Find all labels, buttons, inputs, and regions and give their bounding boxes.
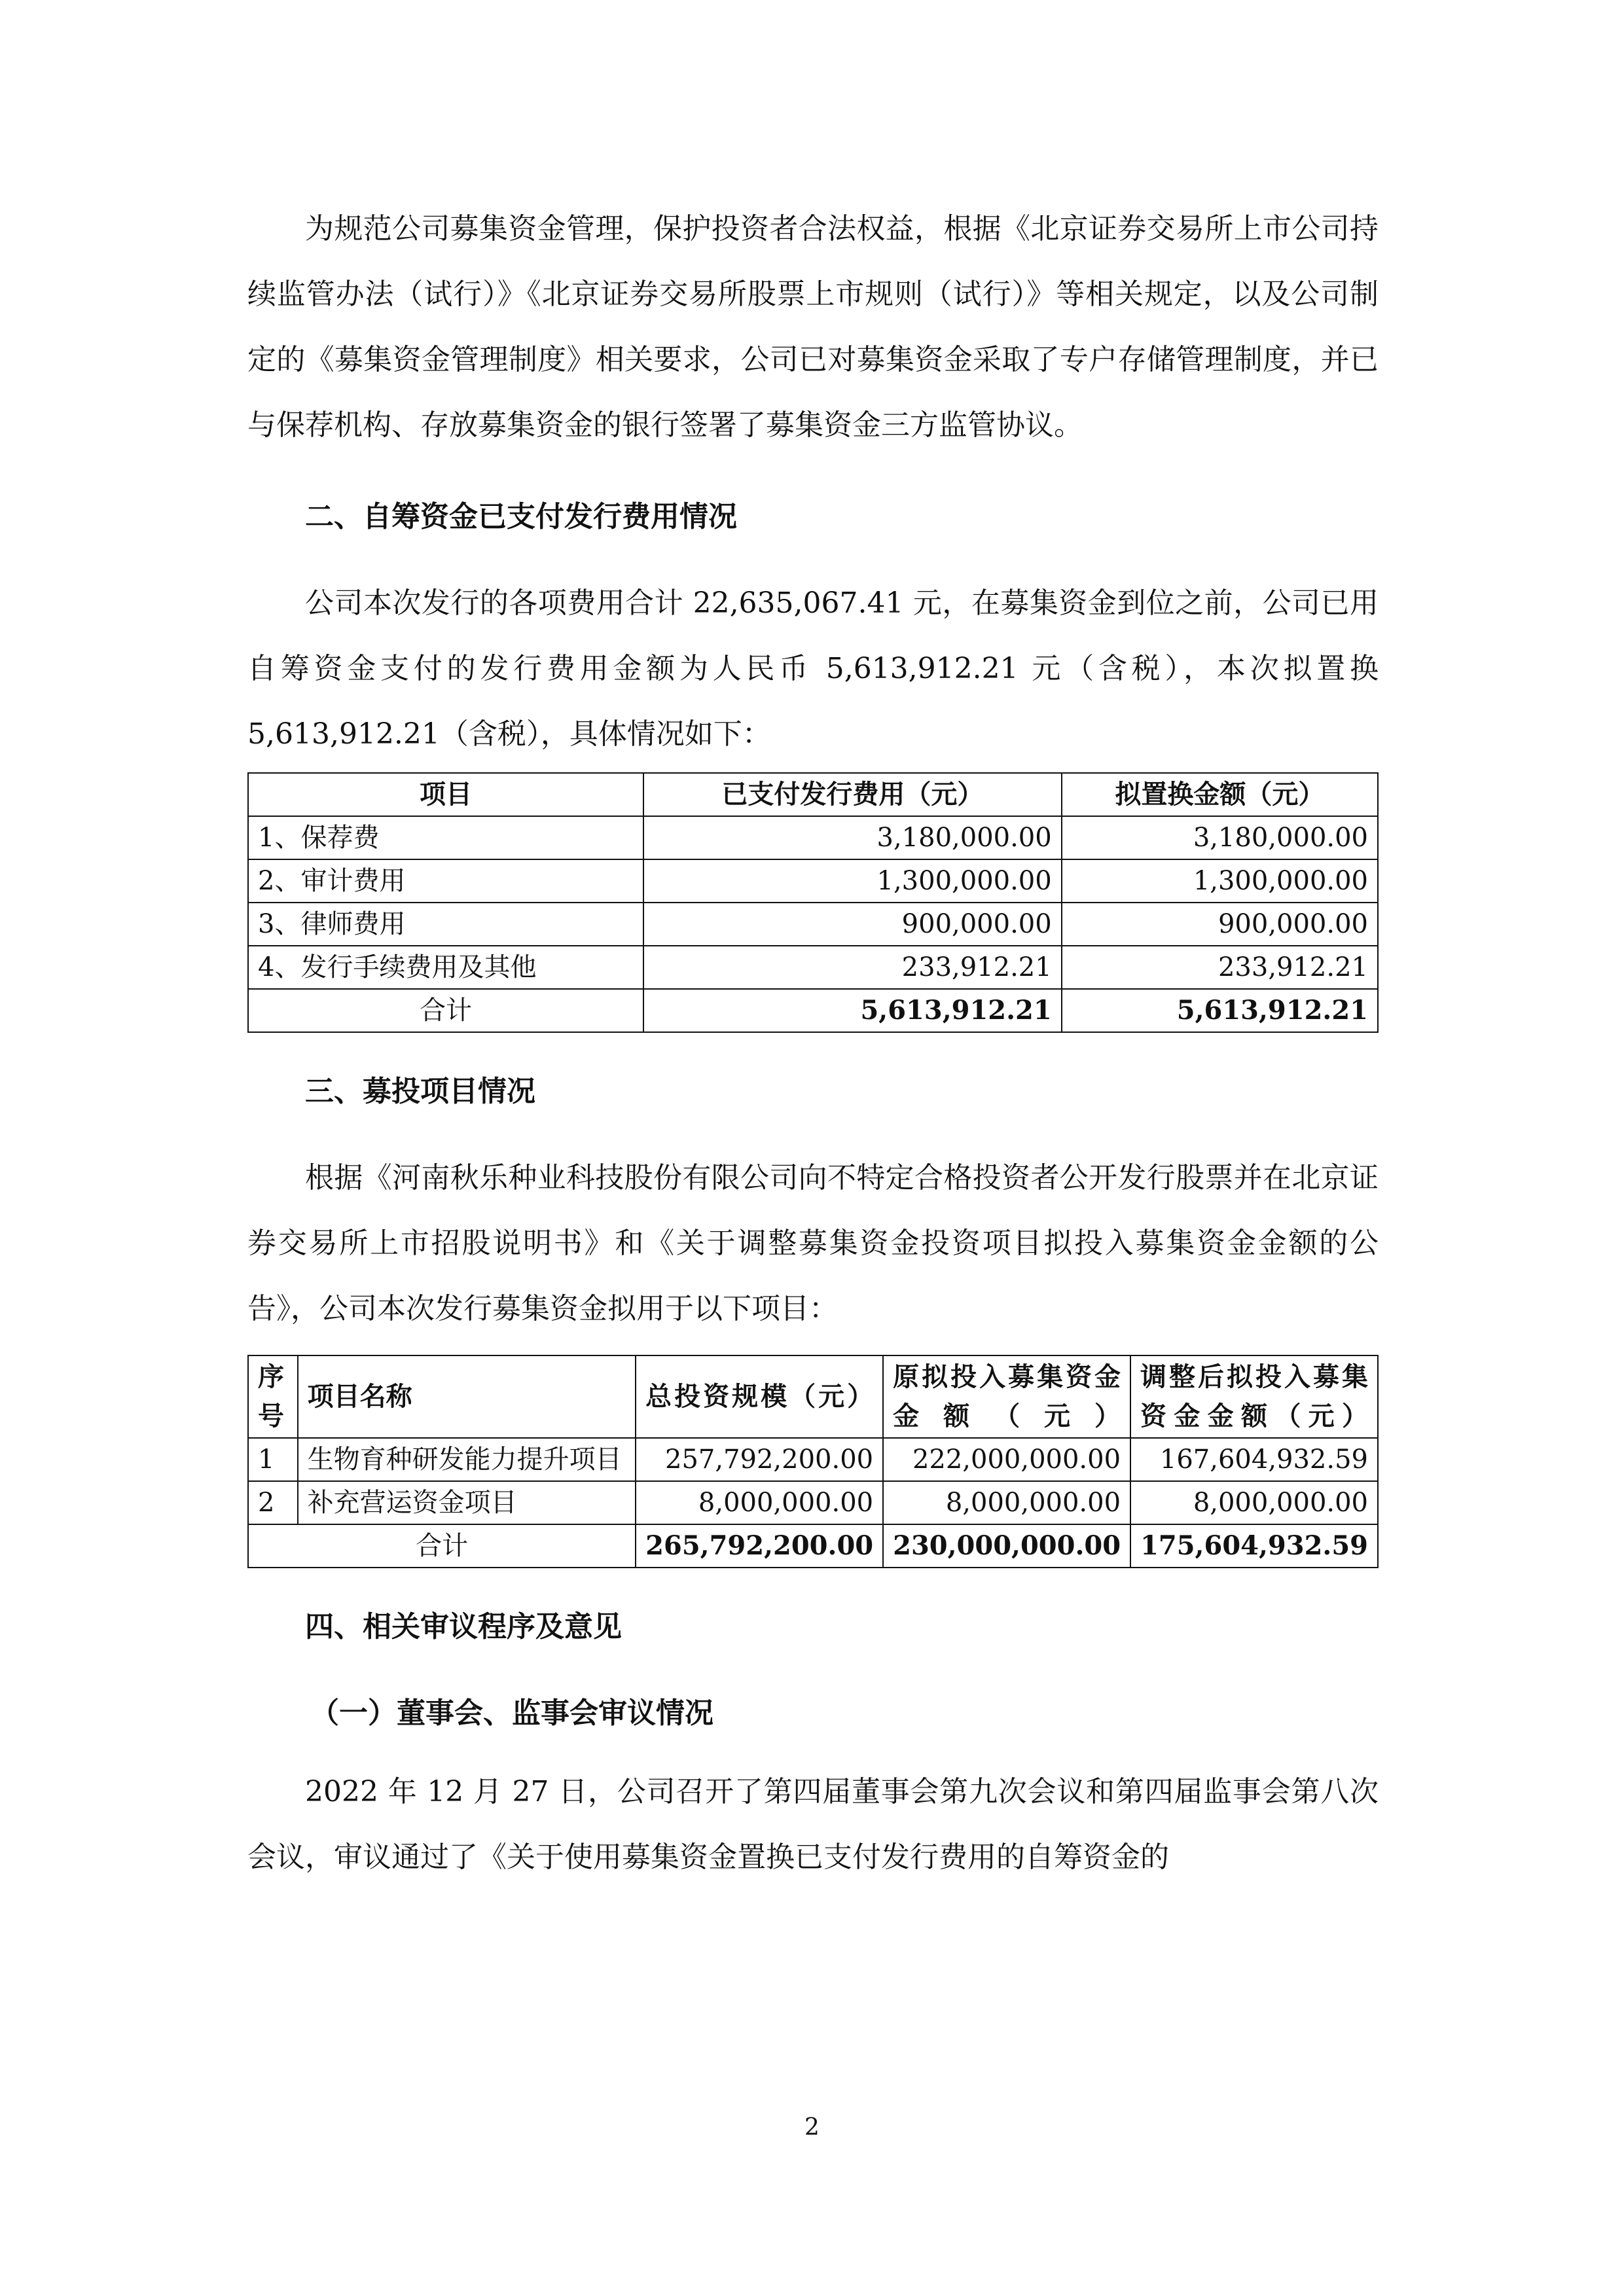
page-number: 2: [804, 2114, 820, 2141]
fee-replace: 3,180,000.00: [1062, 816, 1378, 859]
fee-replace: 233,912.21: [1062, 946, 1378, 989]
section-4-heading: 四、相关审议程序及意见: [305, 1610, 622, 1643]
project-total-invest: 257,792,200.00: [636, 1438, 883, 1481]
fee-header-paid: 已支付发行费用（元）: [643, 773, 1062, 816]
project-total-label: 合计: [248, 1524, 636, 1568]
fee-total-paid: 5,613,912.21: [643, 989, 1062, 1032]
section-2-heading: 二、自筹资金已支付发行费用情况: [305, 500, 737, 533]
project-adjusted: 167,604,932.59: [1130, 1438, 1378, 1481]
fee-item: 4、发行手续费用及其他: [248, 946, 643, 989]
project-total-invest-sum: 265,792,200.00: [636, 1524, 883, 1568]
fee-paid: 233,912.21: [643, 946, 1062, 989]
table-row: [248, 816, 1378, 859]
project-total-orig-sum: 230,000,000.00: [883, 1524, 1130, 1568]
project-name: 补充营运资金项目: [298, 1481, 636, 1524]
project-seq: 2: [248, 1481, 298, 1524]
intro-paragraph: 为规范公司募集资金管理，保护投资者合法权益，根据《北京证券交易所上市公司持续监管办法（试行）》《北京证券交易所股票上市规则（试行）》等相关规定，以及公司制定的《募集资金管理制度》相关要求，公司已对募集资金采取了专户存储管理制度，并已与保荐机构、存放募集资金的银行签署了募集资金三方监管协议。: [247, 212, 1379, 442]
project-orig: 222,000,000.00: [883, 1438, 1130, 1481]
fee-paid: 1,300,000.00: [643, 859, 1062, 903]
fee-table: [247, 772, 1379, 1033]
table-row: [248, 1438, 1378, 1481]
table-row: [248, 946, 1378, 989]
project-header-seq: 序号: [248, 1355, 298, 1438]
document-page: [247, 196, 1379, 1890]
fee-total-row: [248, 989, 1378, 1032]
table-row: [248, 903, 1378, 946]
project-seq: 1: [248, 1438, 298, 1481]
fee-item: 3、律师费用: [248, 903, 643, 946]
table-row: [248, 859, 1378, 903]
project-header-adjusted: 调整后拟投入募集资金金额（元）: [1130, 1355, 1378, 1438]
fee-total-label: 合计: [248, 989, 643, 1032]
fee-replace: 1,300,000.00: [1062, 859, 1378, 903]
project-table: [247, 1355, 1379, 1568]
project-name: 生物育种研发能力提升项目: [298, 1438, 636, 1481]
project-header-name: 项目名称: [298, 1355, 636, 1438]
fee-table-header: [248, 773, 1378, 816]
project-total-row: [248, 1524, 1378, 1568]
project-orig: 8,000,000.00: [883, 1481, 1130, 1524]
section-3-heading: 三、募投项目情况: [305, 1075, 535, 1108]
fee-replace: 900,000.00: [1062, 903, 1378, 946]
section-4-paragraph: 2022 年 12 月 27 日，公司召开了第四届董事会第九次会议和第四届监事会第八次会议，审议通过了《关于使用募集资金置换已支付发行费用的自筹资金的: [247, 1775, 1379, 1874]
fee-paid: 3,180,000.00: [643, 816, 1062, 859]
project-table-header: [248, 1355, 1378, 1438]
project-header-total: 总投资规模（元）: [636, 1355, 883, 1438]
fee-total-replace: 5,613,912.21: [1062, 989, 1378, 1032]
project-adjusted: 8,000,000.00: [1130, 1481, 1378, 1524]
section-2-paragraph: 公司本次发行的各项费用合计 22,635,067.41 元，在募集资金到位之前，公司已用自筹资金支付的发行费用金额为人民币 5,613,912.21 元（含税），本次拟置换 5,613,912.21（含税），具体情况如下：: [247, 586, 1379, 751]
fee-item: 1、保荐费: [248, 816, 643, 859]
fee-header-item: 项目: [248, 773, 643, 816]
project-total-invest: 8,000,000.00: [636, 1481, 883, 1524]
fee-paid: 900,000.00: [643, 903, 1062, 946]
fee-header-replace: 拟置换金额（元）: [1062, 773, 1378, 816]
table-row: [248, 1481, 1378, 1524]
project-total-adjusted-sum: 175,604,932.59: [1130, 1524, 1378, 1568]
fee-item: 2、审计费用: [248, 859, 643, 903]
section-4-sub1-heading: （一）董事会、监事会审议情况: [310, 1696, 713, 1730]
section-3-paragraph: 根据《河南秋乐种业科技股份有限公司向不特定合格投资者公开发行股票并在北京证券交易所上市招股说明书》和《关于调整募集资金投资项目拟投入募集资金金额的公告》，公司本次发行募集资金拟用于以下项目：: [247, 1161, 1379, 1325]
project-header-orig: 原拟投入募集资金金额（元）: [883, 1355, 1130, 1438]
